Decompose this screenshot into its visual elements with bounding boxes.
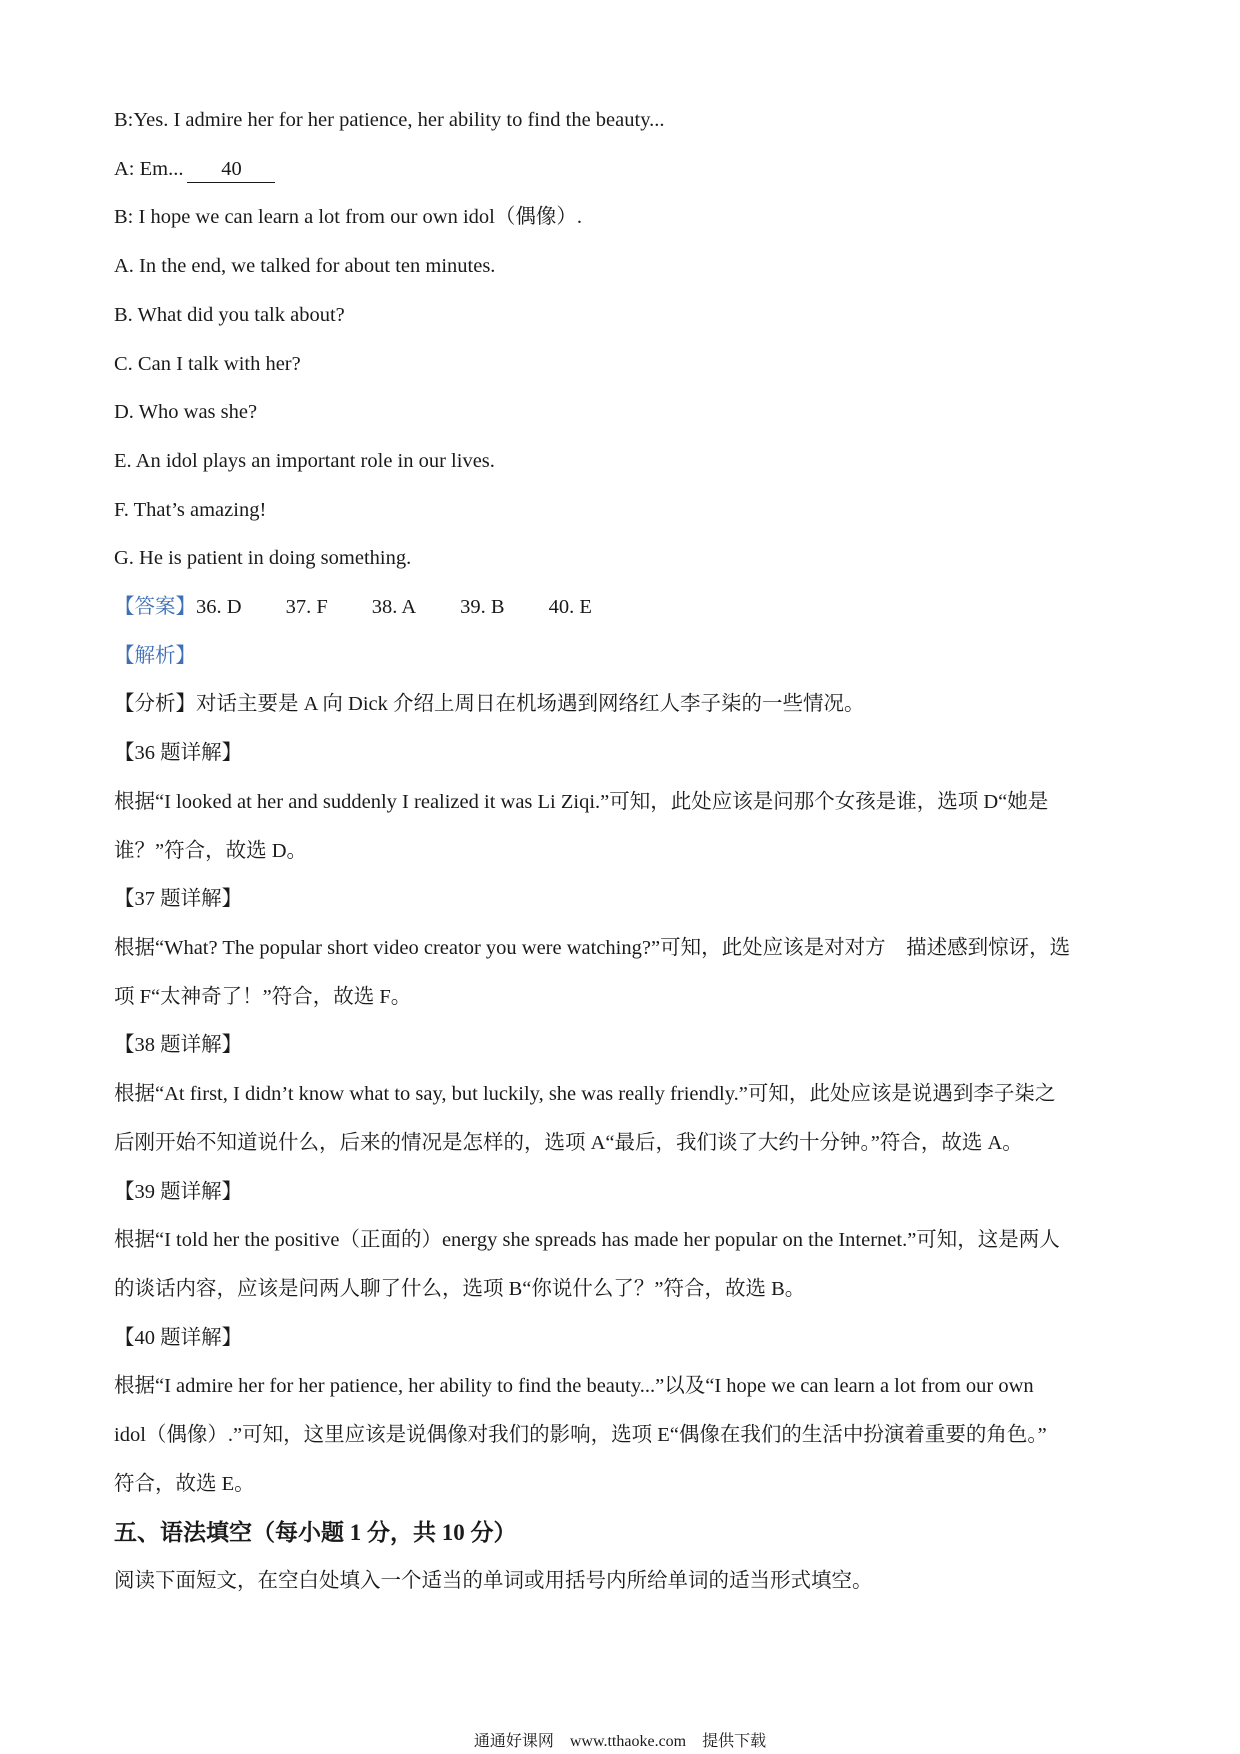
analysis-label: 【解析】: [114, 645, 196, 667]
answer-line: [114, 594, 592, 620]
section-instruction: 阅读下面短文，在空白处填入一个适当的单词或用括号内所给单词的适当形式填空。: [114, 1570, 873, 1592]
detail-39-title: 【39 题详解】: [114, 1181, 243, 1203]
dialogue-line-b1: B:Yes. I admire her for her patience, her ability to find the beauty...: [114, 109, 665, 131]
option-d: D. Who was she?: [114, 401, 258, 423]
detail-40-title: 【40 题详解】: [114, 1327, 243, 1349]
detail-37-title: 【37 题详解】: [114, 888, 243, 910]
answer-39: 39. B: [460, 596, 505, 618]
detail-39-line-2: 的谈话内容，应该是问两人聊了什么，选项 B“你说什么了？”符合，故选 B。: [114, 1278, 806, 1300]
option-a: A. In the end, we talked for about ten minutes.: [114, 255, 496, 277]
detail-40-line-3: 符合，故选 E。: [114, 1473, 255, 1495]
answer-40: 40. E: [548, 596, 592, 618]
detail-38-line-1: 根据“At first, I didn’t know what to say, but luckily, she was really friendly.”可知，此处应该是说遇到李子柒之: [114, 1083, 1056, 1105]
option-b: B. What did you talk about?: [114, 304, 345, 326]
section-title: 五、语法填空（每小题 1 分，共 10 分）: [114, 1520, 517, 1545]
detail-37-line-2: 项 F“太神奇了！”符合，故选 F。: [114, 986, 412, 1008]
detail-38-line-2: 后刚开始不知道说什么，后来的情况是怎样的，选项 A“最后，我们谈了大约十分钟。”符合，故选 A。: [114, 1132, 1023, 1154]
detail-36-line-2: 谁？”符合，故选 D。: [114, 840, 308, 862]
detail-40-line-2: idol（偶像）.”可知，这里应该是说偶像对我们的影响，选项 E“偶像在我们的生活中扮演着重要的角色。”: [114, 1424, 1047, 1446]
option-g: G. He is patient in doing something.: [114, 547, 412, 569]
option-c: C. Can I talk with her?: [114, 353, 301, 375]
detail-37-line-1: 根据“What? The popular short video creator you were watching?”可知，此处应该是对对方 描述感到惊讶，选: [114, 937, 1071, 959]
dialogue-line-a-prefix: A: Em...: [114, 158, 184, 180]
option-e: E. An idol plays an important role in our lives.: [114, 450, 495, 472]
option-f: F. That’s amazing!: [114, 499, 267, 521]
answer-38: 38. A: [371, 596, 417, 618]
answer-37: 37. F: [285, 596, 328, 618]
detail-36-title: 【36 题详解】: [114, 742, 243, 764]
dialogue-line-a: [114, 156, 275, 183]
detail-39-line-1: 根据“I told her the positive（正面的）energy she spreads has made her popular on the Internet.”可知，这是两人: [114, 1229, 1060, 1251]
answer-blank-40: 40: [187, 156, 275, 183]
answer-36: 36. D: [196, 596, 242, 618]
detail-36-line-1: 根据“I looked at her and suddenly I realized it was Li Ziqi.”可知，此处应该是问那个女孩是谁，选项 D“她是: [114, 791, 1049, 813]
analysis-summary: 【分析】对话主要是 A 向 Dick 介绍上周日在机场遇到网络红人李子柒的一些情况。: [114, 693, 865, 715]
dialogue-line-b2: B: I hope we can learn a lot from our own idol（偶像）.: [114, 206, 582, 228]
detail-38-title: 【38 题详解】: [114, 1034, 243, 1056]
footer-credit: 通通好课网 www.tthaoke.com 提供下载: [473, 1733, 767, 1750]
detail-40-line-1: 根据“I admire her for her patience, her ability to find the beauty...”以及“I hope we can learn a lot from our own: [114, 1375, 1034, 1397]
answer-label: 【答案】: [114, 596, 196, 618]
